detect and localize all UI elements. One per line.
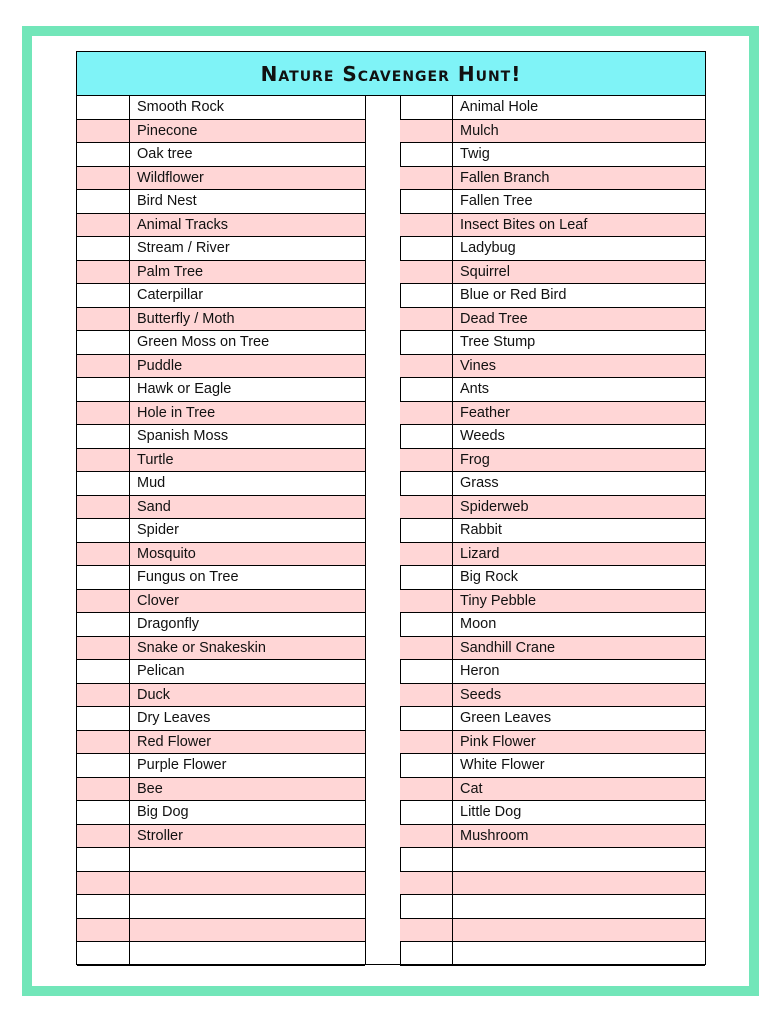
checkbox-cell[interactable] (400, 143, 453, 166)
item-label: Bee (137, 780, 163, 797)
right-checklist-row (400, 825, 705, 849)
left-checklist-row (77, 543, 365, 567)
checkbox-cell[interactable] (400, 731, 453, 754)
left-checklist-row (77, 872, 365, 896)
item-label: Rabbit (460, 522, 502, 538)
left-checklist-row (77, 167, 365, 191)
right-checklist-row (400, 895, 705, 919)
checkbox-cell[interactable] (77, 919, 130, 942)
right-checklist-row (400, 684, 705, 708)
item-label: Feather (460, 404, 510, 421)
checkbox-cell[interactable] (400, 660, 453, 683)
checkbox-cell[interactable] (77, 707, 130, 730)
right-checklist-row (400, 519, 705, 543)
item-label: Frog (460, 451, 490, 468)
checkbox-cell[interactable] (77, 496, 130, 519)
item-label: Oak tree (137, 146, 193, 162)
item-label: Ladybug (460, 240, 516, 256)
left-checklist-row (77, 190, 365, 214)
checkbox-cell[interactable] (77, 167, 130, 190)
checkbox-cell[interactable] (400, 872, 453, 895)
checkbox-cell[interactable] (400, 519, 453, 542)
left-checklist-row (77, 472, 365, 496)
checkbox-cell[interactable] (77, 355, 130, 378)
item-label: Tree Stump (460, 334, 536, 350)
right-checklist-row (400, 214, 705, 238)
item-label: Clover (137, 592, 179, 609)
right-checklist-row (400, 190, 705, 214)
checklist-table (76, 51, 706, 965)
item-label: Stream / River (137, 240, 230, 256)
right-checklist-row (400, 848, 705, 872)
checkbox-cell[interactable] (77, 190, 130, 213)
item-label (453, 919, 705, 942)
checkbox-cell[interactable] (77, 449, 130, 472)
left-checklist-row (77, 308, 365, 332)
checkbox-cell[interactable] (77, 261, 130, 284)
item-label: Heron (460, 663, 500, 679)
left-checklist-row (77, 731, 365, 755)
checkbox-cell[interactable] (77, 308, 130, 331)
checkbox-cell[interactable] (400, 942, 453, 965)
checkbox-cell[interactable] (77, 143, 130, 166)
checkbox-cell[interactable] (400, 237, 453, 260)
right-checklist-row (400, 778, 705, 802)
checkbox-cell[interactable] (400, 637, 453, 660)
item-label: Mosquito (137, 545, 196, 562)
checkbox-cell[interactable] (400, 919, 453, 942)
item-label: Red Flower (137, 733, 212, 750)
left-checklist-row (77, 96, 365, 120)
item-label: Hawk or Eagle (137, 381, 232, 397)
left-checklist-row (77, 660, 365, 684)
checkbox-cell[interactable] (77, 872, 130, 895)
right-checklist-row (400, 331, 705, 355)
checkbox-cell[interactable] (77, 778, 130, 801)
left-checklist-row (77, 355, 365, 379)
item-label: Hole in Tree (137, 404, 216, 421)
item-label: Seeds (460, 686, 502, 703)
right-checklist-row (400, 590, 705, 614)
checkbox-cell[interactable] (400, 120, 453, 143)
page-title: Nature Scavenger Hunt! (260, 61, 522, 86)
item-label: Ants (460, 381, 490, 397)
left-checklist-row (77, 425, 365, 449)
checkbox-cell[interactable] (77, 214, 130, 237)
checkbox-cell[interactable] (77, 731, 130, 754)
checkbox-cell[interactable] (77, 942, 130, 965)
checkbox-cell[interactable] (400, 848, 453, 871)
checkbox-cell[interactable] (77, 425, 130, 448)
item-label (130, 848, 365, 871)
item-label: Vines (460, 357, 497, 374)
right-column (400, 96, 705, 966)
item-label: Big Dog (137, 804, 189, 820)
title-banner (77, 52, 705, 96)
right-checklist-row (400, 378, 705, 402)
item-label: Dead Tree (460, 310, 528, 327)
left-checklist-row (77, 143, 365, 167)
left-checklist-row (77, 590, 365, 614)
checkbox-cell[interactable] (400, 190, 453, 213)
checkbox-cell[interactable] (77, 684, 130, 707)
right-checklist-row (400, 449, 705, 473)
right-checklist-row (400, 261, 705, 285)
checkbox-cell[interactable] (400, 566, 453, 589)
right-checklist-row (400, 355, 705, 379)
item-label: Little Dog (460, 804, 522, 820)
right-checklist-row (400, 96, 705, 120)
checkbox-cell[interactable] (77, 637, 130, 660)
checkbox-cell[interactable] (77, 613, 130, 636)
item-label: Snake or Snakeskin (137, 639, 266, 656)
right-checklist-row (400, 731, 705, 755)
left-column (77, 96, 365, 966)
left-checklist-row (77, 519, 365, 543)
checkbox-cell[interactable] (400, 214, 453, 237)
right-checklist-row (400, 872, 705, 896)
right-checklist-row (400, 801, 705, 825)
checkbox-cell[interactable] (77, 237, 130, 260)
checkbox-cell[interactable] (400, 284, 453, 307)
right-checklist-row (400, 167, 705, 191)
checkbox-cell[interactable] (400, 778, 453, 801)
item-label: Turtle (137, 451, 174, 468)
right-checklist-row (400, 496, 705, 520)
checkbox-cell[interactable] (400, 472, 453, 495)
left-checklist-row (77, 895, 365, 919)
item-label: Blue or Red Bird (460, 287, 567, 303)
checkbox-cell[interactable] (77, 519, 130, 542)
checkbox-cell[interactable] (400, 496, 453, 519)
checkbox-cell[interactable] (77, 660, 130, 683)
checkbox-cell[interactable] (400, 378, 453, 401)
left-checklist-row (77, 919, 365, 943)
item-label: Green Leaves (460, 710, 552, 726)
right-checklist-row (400, 472, 705, 496)
item-label (453, 895, 705, 918)
checkbox-cell[interactable] (77, 590, 130, 613)
item-label (130, 895, 365, 918)
item-label: Insect Bites on Leaf (460, 216, 588, 233)
right-checklist-row (400, 613, 705, 637)
left-checklist-row (77, 120, 365, 144)
left-checklist-row (77, 402, 365, 426)
item-label (453, 942, 705, 965)
left-checklist-row (77, 778, 365, 802)
left-checklist-row (77, 496, 365, 520)
checkbox-cell[interactable] (400, 96, 453, 119)
left-checklist-row (77, 214, 365, 238)
left-checklist-row (77, 801, 365, 825)
checkbox-cell[interactable] (400, 684, 453, 707)
item-label: Weeds (460, 428, 505, 444)
checkbox-cell[interactable] (400, 261, 453, 284)
checkbox-cell[interactable] (77, 331, 130, 354)
right-checklist-row (400, 402, 705, 426)
left-checklist-row (77, 613, 365, 637)
left-checklist-row (77, 942, 365, 966)
right-checklist-row (400, 237, 705, 261)
item-label: Sandhill Crane (460, 639, 556, 656)
left-checklist-row (77, 848, 365, 872)
item-label: Fallen Tree (460, 193, 533, 209)
checkbox-cell[interactable] (77, 754, 130, 777)
right-checklist-row (400, 660, 705, 684)
item-label: Spider (137, 522, 179, 538)
item-label (130, 942, 365, 965)
checkbox-cell[interactable] (77, 284, 130, 307)
checkbox-cell[interactable] (400, 402, 453, 425)
checkbox-cell[interactable] (77, 472, 130, 495)
right-checklist-row (400, 120, 705, 144)
left-checklist-row (77, 707, 365, 731)
item-label: Squirrel (460, 263, 510, 280)
item-label: Fungus on Tree (137, 569, 239, 585)
checkbox-cell[interactable] (400, 707, 453, 730)
item-label: Stroller (137, 827, 183, 844)
item-label: Pinecone (137, 122, 198, 139)
right-checklist-row (400, 942, 705, 966)
item-label: Mud (137, 475, 166, 491)
left-checklist-row (77, 237, 365, 261)
left-checklist-row (77, 825, 365, 849)
item-label: Grass (460, 475, 499, 491)
item-label: Purple Flower (137, 757, 227, 773)
item-label: Dry Leaves (137, 710, 211, 726)
right-checklist-row (400, 754, 705, 778)
item-label: Spiderweb (460, 498, 529, 515)
checkbox-cell[interactable] (77, 378, 130, 401)
left-checklist-row (77, 566, 365, 590)
checkbox-cell[interactable] (77, 825, 130, 848)
item-label: Moon (460, 616, 497, 632)
checkbox-cell[interactable] (400, 331, 453, 354)
checkbox-cell[interactable] (77, 120, 130, 143)
item-label: Bird Nest (137, 193, 197, 209)
item-label: Dragonfly (137, 616, 200, 632)
item-label: Caterpillar (137, 287, 204, 303)
item-label (453, 848, 705, 871)
item-label: Spanish Moss (137, 428, 229, 444)
item-label (453, 872, 705, 895)
checkbox-cell[interactable] (77, 801, 130, 824)
left-checklist-row (77, 331, 365, 355)
left-checklist-row (77, 684, 365, 708)
right-checklist-row (400, 919, 705, 943)
left-checklist-row (77, 261, 365, 285)
checkbox-cell[interactable] (400, 167, 453, 190)
checkbox-cell[interactable] (77, 402, 130, 425)
column-gap (365, 96, 401, 964)
item-label: Tiny Pebble (460, 592, 537, 609)
item-label: Mushroom (460, 827, 529, 844)
item-label: Mulch (460, 122, 499, 139)
checkbox-cell[interactable] (77, 543, 130, 566)
item-label: Green Moss on Tree (137, 334, 270, 350)
checkbox-cell[interactable] (400, 543, 453, 566)
right-checklist-row (400, 707, 705, 731)
checkbox-cell[interactable] (400, 895, 453, 918)
checkbox-cell[interactable] (400, 825, 453, 848)
item-label: Palm Tree (137, 263, 204, 280)
right-checklist-row (400, 308, 705, 332)
checkbox-cell[interactable] (400, 355, 453, 378)
right-checklist-row (400, 284, 705, 308)
right-checklist-row (400, 143, 705, 167)
right-checklist-row (400, 637, 705, 661)
left-checklist-row (77, 637, 365, 661)
item-label: Animal Hole (460, 99, 539, 115)
left-checklist-row (77, 378, 365, 402)
item-label: Pelican (137, 663, 185, 679)
item-label: Smooth Rock (137, 99, 225, 115)
item-label: Wildflower (137, 169, 204, 186)
right-checklist-row (400, 566, 705, 590)
item-label: Duck (137, 686, 171, 703)
item-label (130, 872, 365, 895)
item-label: Twig (460, 146, 490, 162)
item-label: Pink Flower (460, 733, 536, 750)
item-label: Cat (460, 780, 483, 797)
item-label: Lizard (460, 545, 500, 562)
checkbox-cell[interactable] (400, 590, 453, 613)
item-label: Animal Tracks (137, 216, 229, 233)
item-label: Sand (137, 498, 171, 515)
item-label: Puddle (137, 357, 183, 374)
checkbox-cell[interactable] (400, 801, 453, 824)
right-checklist-row (400, 543, 705, 567)
item-label: Big Rock (460, 569, 519, 585)
checkbox-cell[interactable] (77, 96, 130, 119)
checkbox-cell[interactable] (77, 566, 130, 589)
right-checklist-row (400, 425, 705, 449)
checkbox-cell[interactable] (400, 449, 453, 472)
left-checklist-row (77, 449, 365, 473)
item-label: Fallen Branch (460, 169, 550, 186)
item-label: Butterfly / Moth (137, 310, 235, 327)
checkbox-cell[interactable] (400, 754, 453, 777)
checkbox-cell[interactable] (77, 895, 130, 918)
item-label (130, 919, 365, 942)
left-checklist-row (77, 754, 365, 778)
checkbox-cell[interactable] (400, 425, 453, 448)
item-label: White Flower (460, 757, 545, 773)
checkbox-cell[interactable] (400, 613, 453, 636)
checkbox-cell[interactable] (400, 308, 453, 331)
left-checklist-row (77, 284, 365, 308)
checkbox-cell[interactable] (77, 848, 130, 871)
